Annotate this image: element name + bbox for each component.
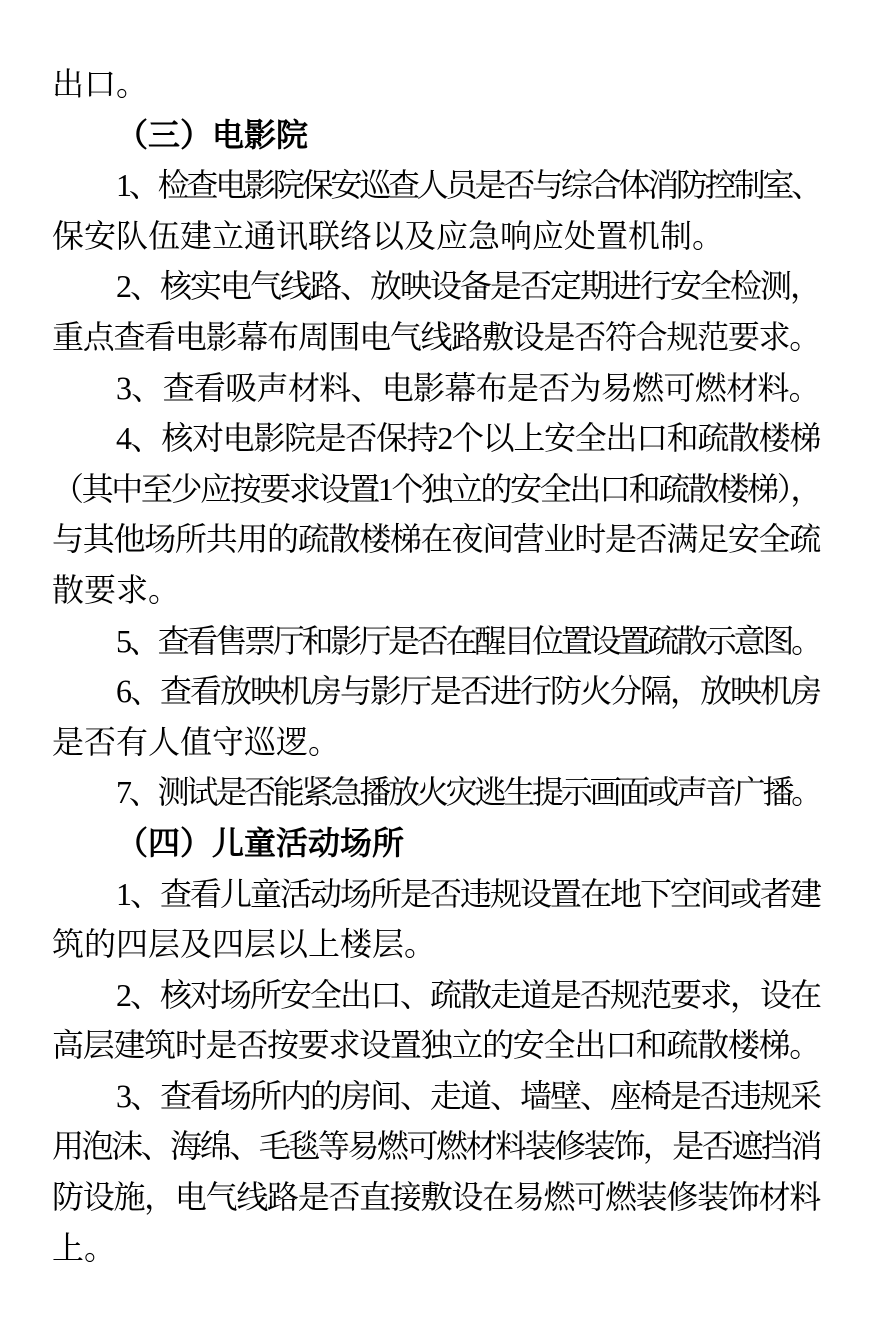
text-line <box>52 767 820 818</box>
text-line <box>52 616 820 667</box>
text-line <box>52 59 820 110</box>
line-text: 用泡沫、海绵、毛毯等易燃可燃材料装修装饰，是否遮挡消 <box>52 1128 820 1165</box>
text-line <box>52 514 820 565</box>
line-text: 7、测试是否能紧急播放火灾逃生提示画面或声音广播。 <box>116 774 820 811</box>
line-text: 保安队伍建立通讯联络以及应急响应处置机制。 <box>52 217 725 254</box>
line-text: 散要求。 <box>52 571 181 608</box>
text-line <box>52 464 820 515</box>
text-line <box>52 919 820 970</box>
text-line <box>52 717 820 768</box>
line-text: 5、查看售票厅和影厅是否在醒目位置设置疏散示意图。 <box>116 622 820 659</box>
line-text: （三）电影院 <box>116 116 309 153</box>
text-line <box>52 413 820 464</box>
text-line <box>52 312 820 363</box>
line-text: 筑的四层及四层以上楼层。 <box>52 926 437 963</box>
text-line <box>52 160 820 211</box>
line-text: （其中至少应按要求设置1个独立的安全出口和疏散楼梯）， <box>52 470 820 507</box>
text-line <box>52 666 820 717</box>
line-text: 是否有人值守巡逻。 <box>52 723 341 760</box>
text-line <box>52 1121 820 1172</box>
line-text: 与其他场所共用的疏散楼梯在夜间营业时是否满足安全疏 <box>52 521 820 558</box>
text-line <box>52 261 820 312</box>
line-text: 4、核对电影院是否保持2个以上安全出口和疏散楼梯 <box>116 420 820 457</box>
line-text: 上。 <box>52 1229 117 1266</box>
text-line <box>52 565 820 616</box>
line-text: 1、查看儿童活动场所是否违规设置在地下空间或者建 <box>116 875 820 912</box>
line-text: 高层建筑时是否按要求设置独立的安全出口和疏散楼梯。 <box>52 1027 820 1064</box>
section-heading <box>52 818 820 869</box>
text-line <box>52 970 820 1021</box>
line-text: 重点查看电影幕布周围电气线路敷设是否符合规范要求。 <box>52 318 820 355</box>
line-text: 6、查看放映机房与影厅是否进行防火分隔，放映机房 <box>116 673 820 710</box>
line-text: 2、核实电气线路、放映设备是否定期进行安全检测， <box>116 268 820 305</box>
line-text: 3、查看场所内的房间、走道、墙壁、座椅是否违规采 <box>116 1077 820 1114</box>
line-text: 2、核对场所安全出口、疏散走道是否规范要求，设在 <box>116 976 820 1013</box>
text-line <box>52 1020 820 1071</box>
text-line <box>52 363 820 414</box>
text-line <box>52 869 820 920</box>
text-line <box>52 1172 820 1223</box>
section-heading <box>52 110 820 161</box>
line-text: （四）儿童活动场所 <box>116 824 405 861</box>
text-line <box>52 211 820 262</box>
text-line <box>52 1223 820 1274</box>
text-line <box>52 1071 820 1122</box>
line-text: 1、检查电影院保安巡查人员是否与综合体消防控制室、 <box>116 167 820 204</box>
line-text: 出口。 <box>52 66 149 102</box>
line-text: 防设施，电气线路是否直接敷设在易燃可燃装修装饰材料 <box>52 1179 820 1216</box>
line-text: 3、查看吸声材料、电影幕布是否为易燃可燃材料。 <box>116 369 820 406</box>
